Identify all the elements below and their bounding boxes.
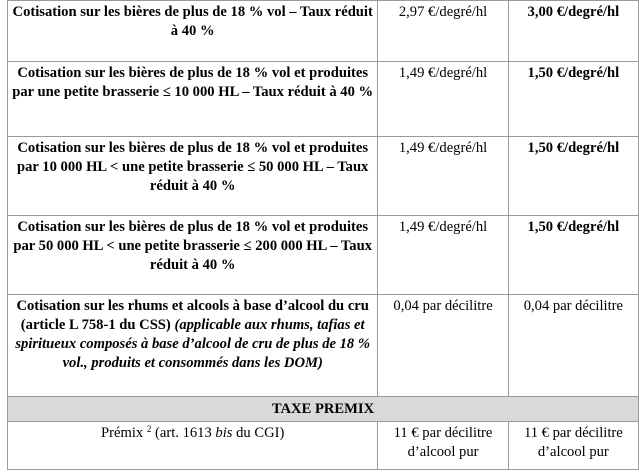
rate-2020: 1,50 €/degré/hl [508,216,638,295]
rate-2020: 1,50 €/degré/hl [508,62,638,137]
rate-2019: 2,97 €/degré/hl [378,1,508,62]
table-row [8,295,639,397]
section-header-row [8,397,639,422]
rate-2019: 11 € par décilitre d’alcool pur [378,422,508,470]
rate-2020: 0,04 par décilitre [508,295,638,397]
rhum-label: Cotisation sur les rhums et alcools à base d’alcool du cru (article L 758-1 du CSS) [16,298,369,333]
table-row [8,62,639,137]
row-label: Cotisation sur les bières de plus de 18 % vol et produites par 10 000 HL < une petite brasserie ≤ 50 000 HL – Taux réduit à 40 % [8,137,378,216]
premix-label: Prémix $^2$ (art. 1613 bis du CGI) [8,422,378,470]
rate-2019: 0,04 par décilitre [378,295,508,397]
row-label: Cotisation sur les bières de plus de 18 % vol et produites par 50 000 HL < une petite brasserie ≤ 200 000 HL – Taux réduit à 40 % [8,216,378,295]
rhum-note: (applicable aux rhums, tafias et spiritueux composés à base d’alcool de cru de plus de 18 % vol., produits et consommés dans les DOM) [15,317,371,371]
row-label: Cotisation sur les bières de plus de 18 % vol – Taux réduit à 40 % [8,1,378,62]
section-header: TAXE PREMIX [8,397,639,422]
table-row [8,137,639,216]
rate-2020: 1,50 €/degré/hl [508,137,638,216]
rate-2020: 11 € par décilitre d’alcool pur [508,422,638,470]
tax-rates-table [7,0,639,470]
row-label [8,295,378,397]
table-row [8,216,639,295]
table-row [8,422,639,470]
table-row [8,1,639,62]
rate-2020: 3,00 €/degré/hl [508,1,638,62]
footnote-marker: 2 [146,424,152,434]
rate-2019: 1,49 €/degré/hl [378,216,508,295]
row-label: Cotisation sur les bières de plus de 18 % vol et produites par une petite brasserie ≤ 10 000 HL – Taux réduit à 40 % [8,62,378,137]
rate-2019: 1,49 €/degré/hl [378,62,508,137]
rate-2019: 1,49 €/degré/hl [378,137,508,216]
